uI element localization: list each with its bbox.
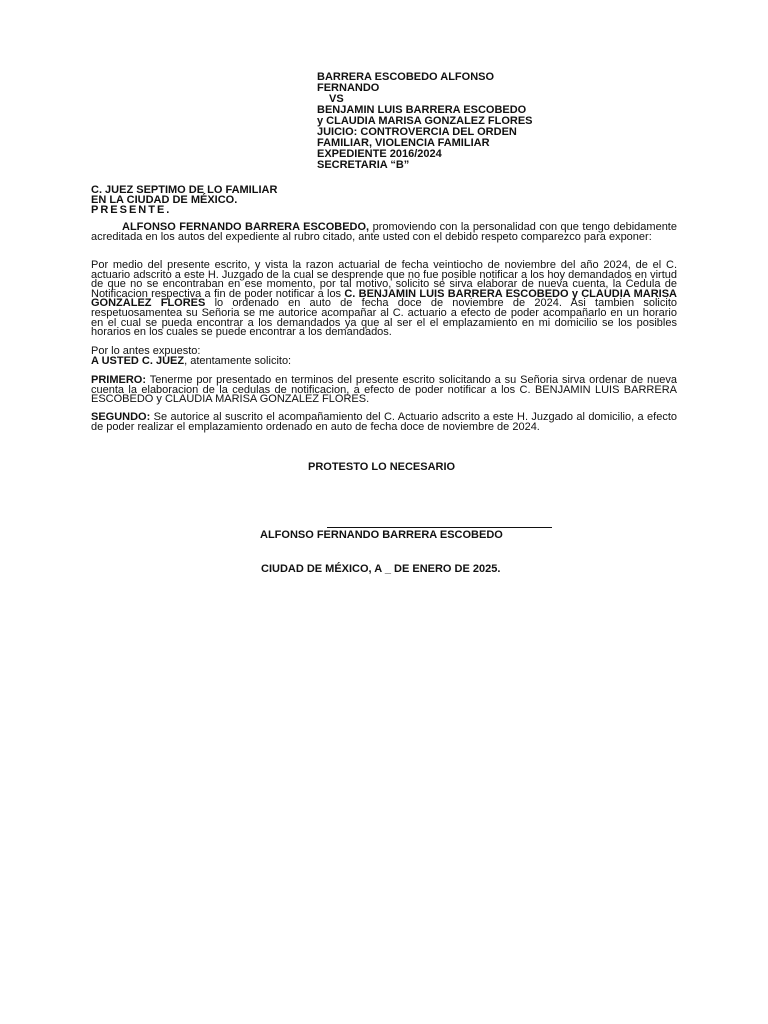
segundo-label: SEGUNDO:	[91, 411, 151, 423]
antes-line: Por lo antes expuesto:	[91, 345, 201, 357]
signer-name: ALFONSO FERNANDO BARRERA ESCOBEDO	[260, 529, 503, 541]
header-line: y CLAUDIA MARISA GONZALEZ FLORES	[317, 115, 533, 127]
protesto-heading: PROTESTO LO NECESARIO	[308, 461, 456, 473]
header-vs: VS	[329, 93, 344, 105]
antes-rest: , atentamente solicito:	[184, 354, 292, 367]
antes-request-line	[91, 354, 677, 367]
addressee-block	[91, 185, 277, 215]
header-line: FAMILIAR, VIOLENCIA FAMILIAR	[317, 137, 490, 149]
main-text-part2: lo ordenado en auto de fecha doce de noviembre de 2024. Asi tambien solicito respetuosamentea su Señoria se me autorice acompañar al C. actuario a efecto de poder acompañarlo en un horario en el cual se pueda encontrar a los demandados ya que al ser el el emplazamiento en mi domicilio se los posibles horarios en los cuales se puede encontrar a los demandados.	[91, 297, 677, 339]
addressee-line: C. JUEZ SEPTIMO DE LO FAMILIAR	[91, 184, 278, 196]
primero-text: Tenerme por presentado en terminos del presente escrito solicitando a su Señoria sirva ordenar de nueva cuenta la elaboracion de la cedulas de notificacion, a efecto de poder notificar a los C. BENJAMIN LUIS BARRERA ESCOBEDO y CLAUDIA MARISA GONZALEZ FLORES.	[91, 374, 677, 406]
defendant-names: C. BENJAMIN LUIS BARRERA ESCOBEDO y CLAUDIA MARISA GONZALEZ FLORES	[91, 287, 677, 310]
header-line: BENJAMIN LUIS BARRERA ESCOBEDO	[317, 104, 527, 116]
place-date: CIUDAD DE MÉXICO, A _ DE ENERO DE 2025.	[261, 563, 501, 575]
intro-paragraph	[91, 223, 677, 242]
intro-text: promoviendo con la personalidad con que tengo debidamente acreditada en los autos del expediente al rubro citado, ante usted con el debido respeto comparezco para exponer:	[91, 221, 677, 243]
petitioner-name: ALFONSO FERNANDO BARRERA ESCOBEDO,	[122, 221, 370, 233]
primero-paragraph	[91, 376, 677, 405]
signature-line	[327, 527, 552, 528]
addressee-line: EN LA CIUDAD DE MÉXICO.	[91, 194, 238, 206]
main-text-part1: Por medio del presente escrito, y vista la razon actuarial de fecha veintiocho de noviembre del año 2024, de el C. actuario adscrito a este H. Juzgado de la cual se desprende que no fue posible notificar a los hoy demandados en virtud de que no se encontraban en ese momento, por tal motivo, solicito se sirva elaborar de nueva cuenta, la Cedula de Notificacion respectiva a fin de poder notificar a los	[91, 259, 677, 300]
header-line: EXPEDIENTE 2016/2024	[317, 148, 442, 160]
header-line: FERNANDO	[317, 82, 380, 94]
addressee-line: PRESENTE.	[91, 204, 172, 216]
antes-bold: A USTED C. JUEZ	[91, 354, 185, 367]
request-intro	[91, 347, 677, 366]
header-line: SECRETARIA “B”	[317, 159, 410, 171]
header-line: BARRERA ESCOBEDO ALFONSO	[317, 71, 495, 83]
segundo-text: Se autorice al suscrito el acompañamiento del C. Actuario adscrito a este H. Juzgado al domicilio, a efecto de poder realizar el emplazamiento ordenado en auto de fecha doce de noviembre de 2024.	[91, 411, 677, 433]
main-paragraph	[91, 261, 677, 338]
header-line: JUICIO: CONTROVERCIA DEL ORDEN	[317, 126, 517, 138]
primero-label: PRIMERO:	[91, 374, 146, 386]
segundo-paragraph	[91, 413, 677, 432]
case-header	[317, 72, 557, 171]
